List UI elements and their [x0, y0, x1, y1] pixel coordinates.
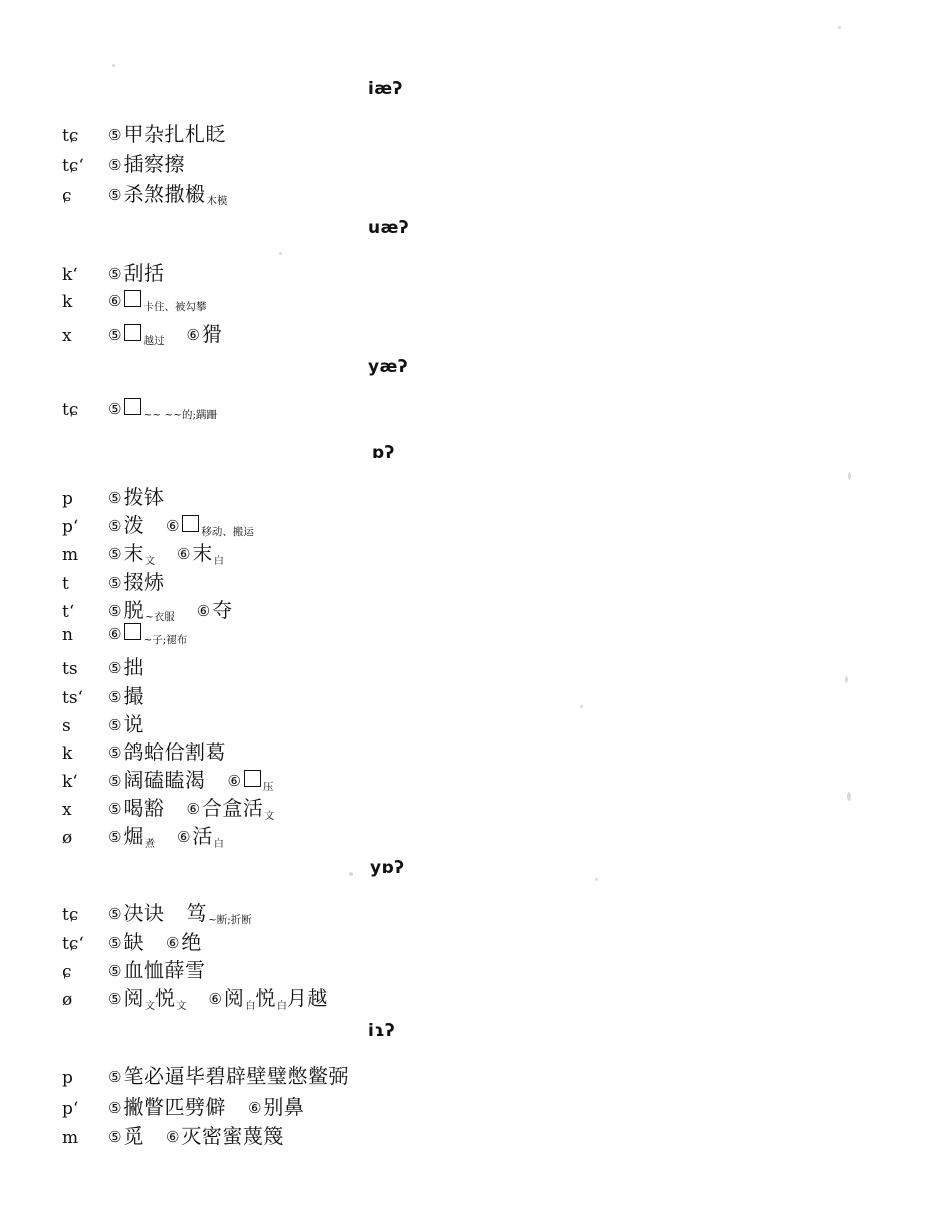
character-list: 喝豁: [123, 796, 165, 820]
reading-group: [108, 118, 226, 147]
initial-symbol: tɕ‘: [62, 156, 84, 176]
character-list: 末: [192, 541, 213, 565]
character-list: 拙: [123, 655, 144, 679]
tone-marker: ⑤: [108, 265, 122, 283]
reading-group: [108, 820, 155, 849]
entry-row: [62, 290, 228, 312]
reading-group: [108, 257, 164, 286]
reading-group: [208, 982, 327, 1011]
entry-row: [62, 178, 249, 207]
tone-marker: ⑥: [186, 326, 200, 344]
gloss-note: ~断;折断: [207, 914, 252, 926]
tone-marker: ⑥: [186, 800, 200, 818]
entry-row: [62, 820, 246, 849]
missing-glyph-box: [182, 515, 199, 532]
reading-group: [108, 764, 205, 793]
reading-group: [166, 515, 254, 536]
character-list: 甲杂扎札眨: [123, 122, 226, 146]
missing-glyph-box: [124, 290, 141, 307]
tone-marker: ⑥: [247, 1099, 262, 1117]
reading-group: [197, 594, 233, 623]
character-list: 末: [123, 541, 144, 565]
gloss-note: 白: [276, 1001, 287, 1012]
tone-marker: ⑤: [108, 545, 122, 563]
reading-group: [108, 736, 226, 765]
entry-row: [62, 118, 248, 147]
tone-marker: ⑤: [108, 744, 122, 762]
tone-marker: ⑥: [165, 517, 180, 535]
scan-speck: [595, 878, 598, 881]
tone-marker: ⑤: [108, 800, 122, 818]
initial-symbol: t‘: [62, 602, 75, 622]
tone-marker: ⑤: [108, 934, 122, 952]
rime-heading-o: ɒʔ: [372, 443, 395, 463]
reading-group: [186, 792, 274, 821]
character-list: 撮: [123, 684, 144, 708]
reading-group: [108, 680, 144, 709]
gloss-note: 越过: [143, 335, 165, 347]
reading-group: [166, 926, 202, 955]
initial-symbol: ø: [62, 828, 73, 848]
reading-group: [177, 820, 224, 849]
gloss-note: 文: [144, 556, 155, 567]
tone-marker: ⑤: [108, 517, 122, 535]
entry-row: [62, 651, 166, 680]
tone-marker: ⑥: [176, 545, 191, 563]
tone-marker: ⑥: [176, 828, 191, 846]
gloss-note: 煮: [144, 839, 155, 850]
reading-group: [108, 897, 164, 926]
reading-group: [108, 1091, 226, 1120]
character-list: 血恤薛雪: [123, 958, 206, 982]
entry-row: [62, 1120, 306, 1149]
initial-symbol: s: [62, 716, 71, 736]
entry-row: [62, 398, 239, 420]
tone-marker: ⑤: [108, 574, 122, 592]
reading-group: [248, 1091, 304, 1120]
tone-marker: ⑥: [208, 990, 222, 1008]
reading-group: [177, 537, 224, 566]
reading-group: [108, 566, 164, 595]
initial-symbol: n: [62, 625, 73, 645]
tone-marker: ⑤: [108, 828, 122, 846]
scan-speck: [838, 26, 841, 29]
gloss-note: 白: [245, 1001, 256, 1012]
tone-marker: ⑥: [196, 602, 211, 620]
character-list: 鸽蛤佮割葛: [123, 740, 226, 764]
entry-row: [62, 680, 166, 709]
reading-group: [108, 708, 144, 737]
reading-group: [108, 594, 175, 623]
entry-row: [62, 1091, 326, 1120]
gloss-note: ~~ ~~的;蹒跚: [143, 409, 218, 421]
initial-symbol: ɕ: [62, 962, 72, 982]
entry-row: [62, 897, 274, 926]
tone-marker: ⑤: [108, 126, 122, 144]
reading-group: [108, 982, 186, 1011]
initial-symbol: k‘: [62, 772, 78, 792]
entry-row: [62, 954, 227, 983]
initial-symbol: x: [62, 326, 72, 346]
reading-group: [108, 509, 144, 538]
reading-group: [108, 148, 185, 177]
tone-marker: ⑥: [165, 934, 180, 952]
character-list: 觅: [123, 1124, 144, 1148]
character-list: 灭密蜜蔑篾: [181, 1124, 284, 1148]
initial-symbol: p‘: [62, 1099, 79, 1119]
missing-glyph-box: [124, 398, 141, 415]
gloss-note: 卡住、被勾攀: [143, 301, 207, 313]
tone-marker: ⑤: [108, 962, 122, 980]
tone-marker: ⑤: [108, 990, 122, 1008]
gloss-note: 木模: [206, 195, 228, 207]
tone-marker: ⑤: [108, 716, 122, 734]
tone-marker: ⑤: [108, 772, 122, 790]
gloss-note: ~子;褪布: [143, 634, 188, 646]
entry-row: [62, 566, 186, 595]
initial-symbol: ø: [62, 990, 73, 1010]
reading-group: [108, 537, 155, 566]
reading-group: [108, 481, 164, 510]
reading-group: [227, 770, 273, 791]
entry-row: [62, 623, 209, 645]
gloss-note: 文: [176, 1001, 187, 1012]
character-list: 决诀: [123, 901, 165, 925]
tone-marker: ⑤: [108, 186, 122, 204]
missing-glyph-box: [124, 623, 141, 640]
character-list: 泼: [123, 513, 144, 537]
missing-glyph-box: [124, 324, 141, 341]
reading-group: [108, 623, 187, 644]
initial-symbol: m: [62, 545, 79, 565]
initial-symbol: t: [62, 574, 69, 594]
character-list: 煀: [123, 824, 144, 848]
tone-marker: ⑤: [108, 659, 122, 677]
rime-heading-yae: yæʔ: [368, 357, 409, 377]
character-list: 阔磕瞌渴: [123, 768, 206, 792]
character-list: 撇瞥匹劈僻: [123, 1095, 226, 1119]
entry-row: [62, 148, 207, 177]
character-list: 月越: [286, 986, 328, 1010]
initial-symbol: k‘: [62, 265, 78, 285]
entry-row: [62, 982, 350, 1011]
character-list: 绝: [181, 930, 202, 954]
initial-symbol: p: [62, 1068, 73, 1088]
character-list: 夺: [212, 598, 233, 622]
tone-marker: ⑤: [108, 688, 122, 706]
reading-group: [186, 318, 222, 347]
gloss-note: 白: [213, 556, 224, 567]
character-list: 悦: [154, 986, 176, 1010]
initial-symbol: tɕ: [62, 126, 79, 146]
character-list: 掇焃: [123, 570, 165, 594]
scan-speck: [848, 472, 851, 480]
entry-row: [62, 594, 255, 623]
gloss-note: 移动、搬运: [201, 526, 254, 538]
gloss-note: 压: [262, 781, 274, 793]
reading-group: [166, 1120, 284, 1149]
gloss-note: 文: [144, 1001, 155, 1012]
reading-group: [186, 897, 251, 926]
entry-row: [62, 509, 276, 538]
missing-glyph-box: [244, 770, 261, 787]
scan-speck: [845, 676, 848, 683]
gloss-note: 白: [213, 839, 224, 850]
initial-symbol: p: [62, 489, 73, 509]
entry-row: [62, 764, 295, 793]
character-list: 刮括: [123, 261, 165, 285]
reading-group: [108, 926, 144, 955]
reading-group: [108, 324, 164, 345]
character-list: 脱: [123, 598, 144, 622]
tone-marker: ⑤: [108, 1099, 122, 1117]
rime-heading-ii: iɿʔ: [368, 1021, 396, 1041]
tone-marker: ⑤: [108, 489, 122, 507]
tone-marker: ⑥: [108, 625, 122, 643]
character-list: 拨钵: [123, 485, 165, 509]
scan-speck: [349, 872, 353, 876]
entry-row: [62, 926, 224, 955]
character-list: 笔必逼毕碧辟壁璧憋鳖弼: [123, 1064, 349, 1088]
reading-group: [108, 398, 217, 419]
reading-group: [108, 1120, 144, 1149]
initial-symbol: ts: [62, 659, 78, 679]
rime-heading-yo: yɒʔ: [370, 858, 405, 878]
reading-group: [108, 651, 144, 680]
scan-speck: [279, 252, 282, 255]
entry-row: [62, 736, 248, 765]
scan-speck: [112, 64, 115, 67]
rime-heading-uae: uæʔ: [368, 218, 410, 238]
character-list: 阅: [123, 986, 144, 1010]
reading-group: [108, 954, 205, 983]
initial-symbol: x: [62, 800, 72, 820]
scan-speck: [847, 792, 851, 801]
initial-symbol: m: [62, 1128, 79, 1148]
entry-row: [62, 257, 186, 286]
tone-marker: ⑤: [108, 1128, 122, 1146]
tone-marker: ⑥: [227, 772, 241, 790]
reading-group: [108, 1060, 349, 1089]
tone-marker: ⑥: [108, 292, 122, 310]
entry-row: [62, 708, 166, 737]
initial-symbol: tɕ: [62, 400, 79, 420]
tone-marker: ⑤: [108, 1068, 122, 1086]
tone-marker: ⑤: [108, 602, 122, 620]
tone-marker: ⑤: [108, 400, 122, 418]
character-list: 猾: [201, 322, 223, 346]
scan-speck: [580, 705, 583, 708]
initial-symbol: ts‘: [62, 688, 83, 708]
tone-marker: ⑤: [108, 326, 122, 344]
reading-group: [108, 290, 206, 311]
entry-row: [62, 318, 244, 347]
initial-symbol: k: [62, 292, 73, 312]
character-list: 杀煞撒榝: [123, 182, 206, 206]
character-list: 阅: [223, 986, 245, 1010]
character-list: 缺: [123, 930, 144, 954]
tone-marker: ⑤: [108, 156, 122, 174]
reading-group: [108, 792, 164, 821]
rime-heading-iae: iæʔ: [368, 79, 403, 99]
initial-symbol: tɕ‘: [62, 934, 84, 954]
initial-symbol: ɕ: [62, 186, 72, 206]
entry-row: [62, 537, 246, 566]
tone-marker: ⑥: [165, 1128, 180, 1146]
character-list: 活: [192, 824, 213, 848]
character-list: 笃: [186, 901, 207, 925]
initial-symbol: p‘: [62, 517, 79, 537]
character-list: 别鼻: [263, 1095, 305, 1119]
entry-row: [62, 1060, 371, 1089]
entry-row: [62, 481, 186, 510]
reading-group: [108, 178, 227, 207]
character-list: 说: [123, 712, 144, 736]
entry-row: [62, 792, 296, 821]
initial-symbol: k: [62, 744, 73, 764]
tone-marker: ⑤: [108, 905, 122, 923]
gloss-note: ~衣服: [144, 611, 175, 623]
character-list: 合盒活: [201, 796, 264, 820]
character-list: 插察擦: [123, 152, 185, 176]
character-list: 悦: [255, 986, 276, 1010]
gloss-note: 文: [264, 811, 275, 822]
initial-symbol: tɕ: [62, 905, 79, 925]
